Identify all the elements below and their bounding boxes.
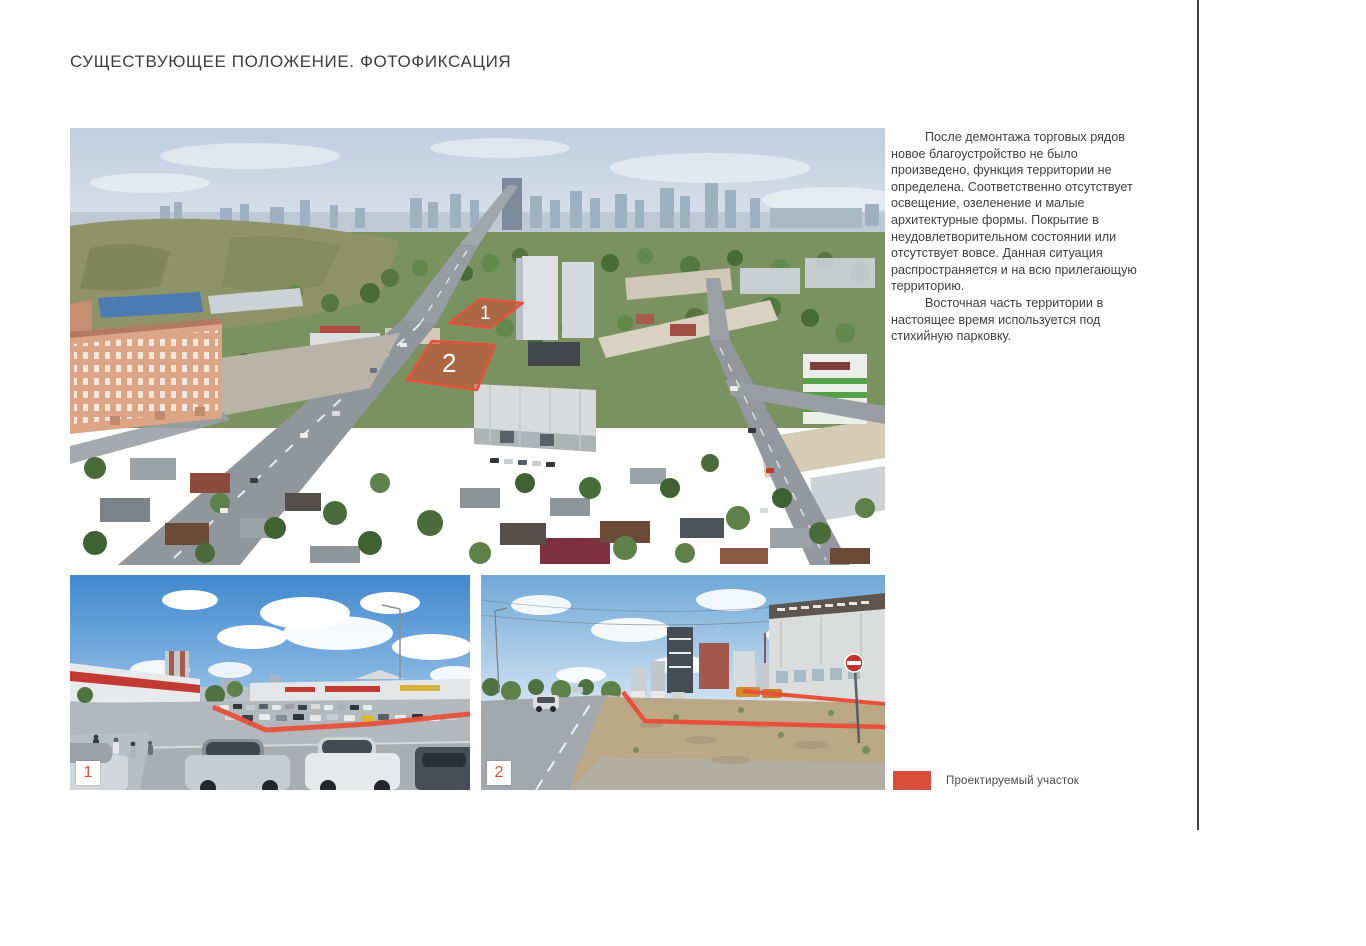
page-title: СУЩЕСТВУЮЩЕЕ ПОЛОЖЕНИЕ. ФОТОФИКСАЦИЯ bbox=[70, 52, 512, 71]
photo-1-number: 1 bbox=[76, 761, 100, 785]
description-paragraph-2: Восточная часть территории в настоящее время используется под стихийную парковку. bbox=[891, 295, 1104, 344]
aerial-photo bbox=[70, 128, 885, 565]
legend-swatch bbox=[893, 771, 931, 790]
photo-2-number: 2 bbox=[487, 761, 511, 785]
area-1-number: 1 bbox=[480, 303, 491, 324]
area-2-number: 2 bbox=[442, 348, 457, 378]
street-photo-1-svg bbox=[70, 575, 470, 790]
dark-tower bbox=[667, 627, 693, 693]
industrial-building bbox=[769, 593, 885, 705]
street-photo-2 bbox=[481, 575, 885, 790]
legend bbox=[893, 771, 1079, 790]
yellow-car bbox=[361, 715, 373, 722]
street-photo-2-svg bbox=[481, 575, 885, 790]
aerial-photo-svg bbox=[70, 128, 885, 565]
white-warehouse bbox=[474, 384, 596, 452]
legend-label: Проектируемый участок bbox=[946, 774, 1080, 787]
street-photo-1 bbox=[70, 575, 470, 790]
page-edge-rule bbox=[1197, 0, 1199, 830]
description-paragraph-1: После демонтажа торговых рядов новое благоустройство не было произведено, функция территории не определена. Соответственно отсутствует освещение, озеленение и малые архитектурные формы. Покрытие в неудовлетворительном состоянии или отсутствует вовсе. Данная ситуация распространяется и на всю прилегающую территорию. bbox=[891, 130, 1137, 294]
vacant-lot bbox=[569, 697, 885, 790]
description-text bbox=[891, 129, 1158, 345]
